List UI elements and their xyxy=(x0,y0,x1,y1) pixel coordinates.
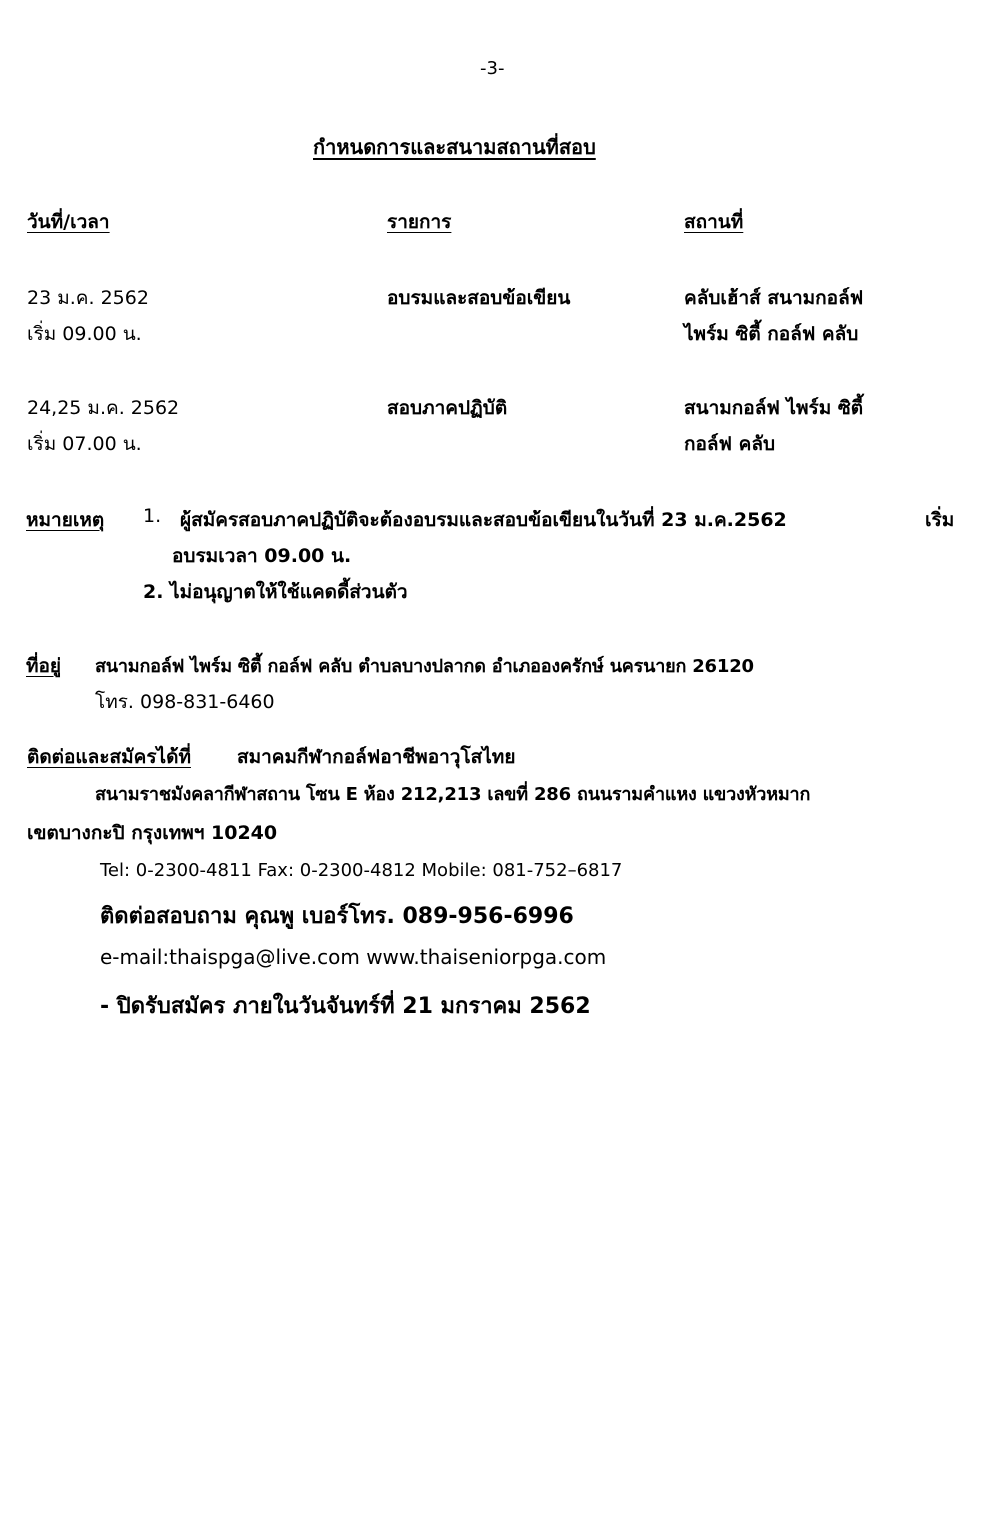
row1-time: เริ่ม 09.00 น. xyxy=(27,323,142,345)
address-phone: โทร. 098-831-6460 xyxy=(95,691,275,713)
address-label: ที่อยู่ xyxy=(26,655,62,677)
page-number: -3- xyxy=(480,58,505,79)
row2-date: 24,25 ม.ค. 2562 xyxy=(27,397,180,419)
remark1-number: 1. xyxy=(143,505,162,527)
header-item: รายการ xyxy=(387,211,452,233)
row1-place-line1: คลับเฮ้าส์ สนามกอล์ฟ xyxy=(684,287,864,309)
contact-address-line2: เขตบางกะปิ กรุงเทพฯ 10240 xyxy=(27,822,278,844)
row1-date: 23 ม.ค. 2562 xyxy=(27,287,149,309)
row2-time: เริ่ม 07.00 น. xyxy=(27,433,142,455)
contact-label: ติดต่อและสมัครได้ที่ xyxy=(27,746,191,768)
row2-item: สอบภาคปฏิบัติ xyxy=(387,397,508,419)
header-date: วันที่/เวลา xyxy=(27,211,110,233)
remark1-line1-end: เริ่ม xyxy=(925,509,955,531)
contact-deadline: - ปิดรับสมัคร ภายในวันจันทร์ที่ 21 มกราคม 2562 xyxy=(100,994,591,1019)
remarks-label: หมายเหตุ xyxy=(26,509,105,531)
contact-address-line1: สนามราชมังคลากีฬาสถาน โซน E ห้อง 212,213 เลขที่ 286 ถนนรามคำแหง แขวงหัวหมาก xyxy=(95,784,811,805)
header-place: สถานที่ xyxy=(684,211,744,233)
contact-tel-line: Tel: 0-2300-4811 Fax: 0-2300-4812 Mobile: 081-752–6817 xyxy=(100,860,623,881)
row1-place-line2: ไพร์ม ซิตี้ กอล์ฟ คลับ xyxy=(684,323,859,345)
contact-org: สมาคมกีฬากอล์ฟอาชีพอาวุโสไทย xyxy=(237,746,516,768)
remark1-line1: ผู้สมัครสอบภาคปฏิบัติจะต้องอบรมและสอบข้อเขียนในวันที่ 23 ม.ค.2562 xyxy=(180,509,787,531)
page-title: กำหนดการและสนามสถานที่สอบ xyxy=(313,135,596,159)
row2-place-line1: สนามกอล์ฟ ไพร์ม ซิตี้ xyxy=(684,397,864,419)
remark2: 2. ไม่อนุญาตให้ใช้แคดดี้ส่วนตัว xyxy=(143,581,408,603)
row2-place-line2: กอล์ฟ คลับ xyxy=(684,433,776,455)
remark1-line2: อบรมเวลา 09.00 น. xyxy=(172,545,352,567)
address-line1: สนามกอล์ฟ ไพร์ม ซิตี้ กอล์ฟ คลับ ตำบลบางปลากด อำเภอองครักษ์ นครนายก 26120 xyxy=(95,656,754,677)
contact-inquiry-line: ติดต่อสอบถาม คุณพู เบอร์โทร. 089-956-6996 xyxy=(100,904,574,929)
contact-email-line: e-mail:thaispga@live.com www.thaiseniorpga.com xyxy=(100,945,607,969)
row1-item: อบรมและสอบข้อเขียน xyxy=(387,287,571,309)
